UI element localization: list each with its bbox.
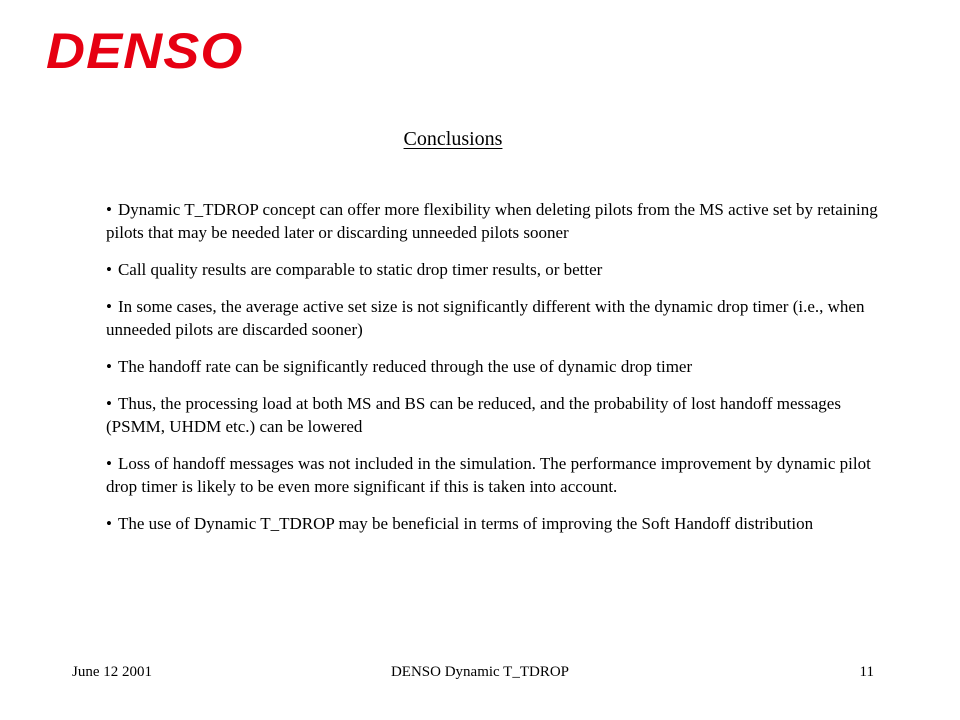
slide-title: Conclusions xyxy=(403,128,503,150)
bullet-icon: • xyxy=(106,394,112,413)
list-item xyxy=(106,512,896,535)
bullet-icon: • xyxy=(106,357,112,376)
bullet-icon: • xyxy=(106,514,112,533)
list-item xyxy=(106,355,896,378)
list-item xyxy=(106,452,896,498)
conclusions-list xyxy=(106,198,896,549)
list-item xyxy=(106,198,896,244)
denso-logo: DENSO xyxy=(46,23,244,79)
list-item xyxy=(106,258,896,281)
list-item xyxy=(106,392,896,438)
footer-title: DENSO Dynamic T_TDROP xyxy=(390,664,570,680)
page-number: 11 xyxy=(859,664,874,680)
list-item xyxy=(106,295,896,341)
bullet-icon: • xyxy=(106,260,112,279)
bullet-text: Loss of handoff messages was not included in the simulation. The performance improvement by dynamic pilot drop timer is likely to be even more significant if this is taken into account. xyxy=(106,454,871,496)
bullet-text: The handoff rate can be significantly reduced through the use of dynamic drop timer xyxy=(117,357,693,376)
bullet-text: Call quality results are comparable to static drop timer results, or better xyxy=(117,260,603,279)
bullet-icon: • xyxy=(106,454,112,473)
footer-date: June 12 2001 xyxy=(72,664,152,680)
bullet-icon: • xyxy=(106,200,112,219)
bullet-icon: • xyxy=(106,297,112,316)
bullet-text: In some cases, the average active set size is not significantly different with the dynamic drop timer (i.e., when unneeded pilots are discarded sooner) xyxy=(106,297,865,339)
bullet-text: Thus, the processing load at both MS and BS can be reduced, and the probability of lost handoff messages (PSMM, UHDM etc.) can be lowered xyxy=(106,394,841,436)
bullet-text: Dynamic T_TDROP concept can offer more flexibility when deleting pilots from the MS active set by retaining pilots that may be needed later or discarding unneeded pilots sooner xyxy=(106,200,878,242)
bullet-text: The use of Dynamic T_TDROP may be beneficial in terms of improving the Soft Handoff distribution xyxy=(117,514,814,533)
